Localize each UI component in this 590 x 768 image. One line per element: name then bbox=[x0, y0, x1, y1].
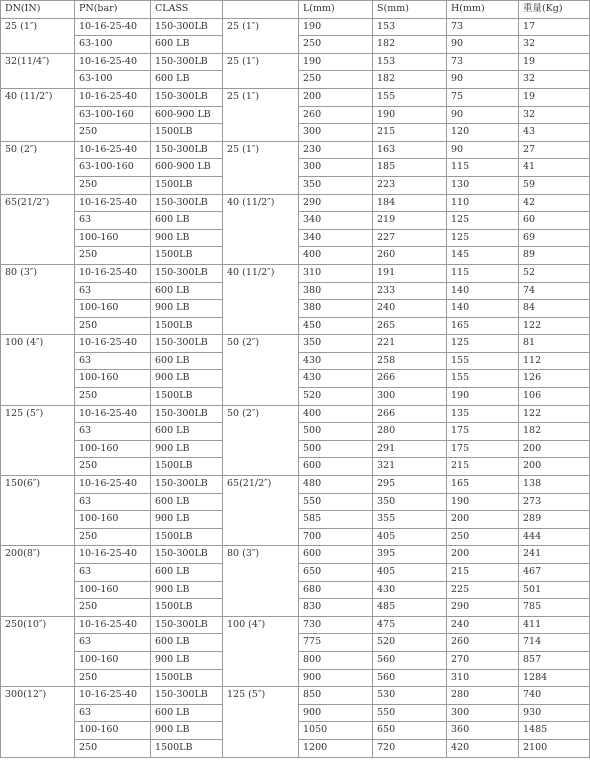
dn-cell: 32(11/4″) bbox=[1, 53, 75, 88]
s-cell: 258 bbox=[373, 352, 447, 370]
h-cell: 280 bbox=[447, 687, 519, 705]
table-row bbox=[1, 546, 590, 564]
weight-cell: 200 bbox=[519, 440, 590, 458]
s-cell: 215 bbox=[373, 124, 447, 142]
s-cell: 163 bbox=[373, 141, 447, 159]
weight-cell: 785 bbox=[519, 599, 590, 617]
s-cell: 260 bbox=[373, 247, 447, 265]
class-cell: 600-900 LB bbox=[151, 106, 223, 124]
l-cell: 260 bbox=[299, 106, 373, 124]
h-cell: 155 bbox=[447, 370, 519, 388]
dn-cell: 40 (11/2″) bbox=[1, 88, 75, 141]
l-cell: 550 bbox=[299, 493, 373, 511]
s-cell: 560 bbox=[373, 651, 447, 669]
pn-cell: 63 bbox=[75, 423, 151, 441]
table-row bbox=[1, 687, 590, 705]
weight-cell: 200 bbox=[519, 458, 590, 476]
pn-cell: 100-160 bbox=[75, 370, 151, 388]
l-cell: 380 bbox=[299, 300, 373, 318]
pn-cell: 10-16-25-40 bbox=[75, 405, 151, 423]
table-row bbox=[1, 194, 590, 212]
class-cell: 600 LB bbox=[151, 634, 223, 652]
weight-cell: 467 bbox=[519, 564, 590, 582]
reduced-dn-cell: 40 (11/2″) bbox=[223, 194, 299, 264]
h-cell: 90 bbox=[447, 141, 519, 159]
header-reduced bbox=[223, 1, 299, 19]
class-cell: 1500LB bbox=[151, 528, 223, 546]
weight-cell: 27 bbox=[519, 141, 590, 159]
table-row bbox=[1, 405, 590, 423]
weight-cell: 69 bbox=[519, 229, 590, 247]
pn-cell: 100-160 bbox=[75, 229, 151, 247]
h-cell: 310 bbox=[447, 669, 519, 687]
h-cell: 250 bbox=[447, 528, 519, 546]
pn-cell: 10-16-25-40 bbox=[75, 141, 151, 159]
pn-cell: 250 bbox=[75, 176, 151, 194]
class-cell: 150-300LB bbox=[151, 476, 223, 494]
class-cell: 900 LB bbox=[151, 651, 223, 669]
h-cell: 215 bbox=[447, 458, 519, 476]
s-cell: 221 bbox=[373, 335, 447, 353]
class-cell: 1500LB bbox=[151, 388, 223, 406]
weight-cell: 84 bbox=[519, 300, 590, 318]
h-cell: 125 bbox=[447, 229, 519, 247]
l-cell: 340 bbox=[299, 212, 373, 230]
h-cell: 90 bbox=[447, 106, 519, 124]
h-cell: 75 bbox=[447, 88, 519, 106]
class-cell: 150-300LB bbox=[151, 88, 223, 106]
class-cell: 600 LB bbox=[151, 71, 223, 89]
weight-cell: 857 bbox=[519, 651, 590, 669]
l-cell: 500 bbox=[299, 423, 373, 441]
l-cell: 310 bbox=[299, 264, 373, 282]
s-cell: 155 bbox=[373, 88, 447, 106]
l-cell: 190 bbox=[299, 18, 373, 36]
l-cell: 340 bbox=[299, 229, 373, 247]
s-cell: 223 bbox=[373, 176, 447, 194]
l-cell: 430 bbox=[299, 352, 373, 370]
pn-cell: 250 bbox=[75, 528, 151, 546]
h-cell: 290 bbox=[447, 599, 519, 617]
l-cell: 700 bbox=[299, 528, 373, 546]
pn-cell: 63-100-160 bbox=[75, 106, 151, 124]
h-cell: 225 bbox=[447, 581, 519, 599]
l-cell: 350 bbox=[299, 176, 373, 194]
pn-cell: 10-16-25-40 bbox=[75, 546, 151, 564]
h-cell: 120 bbox=[447, 124, 519, 142]
dn-cell: 150(6″) bbox=[1, 476, 75, 546]
pn-cell: 100-160 bbox=[75, 440, 151, 458]
s-cell: 266 bbox=[373, 405, 447, 423]
reduced-dn-cell: 25 (1″) bbox=[223, 18, 299, 53]
s-cell: 295 bbox=[373, 476, 447, 494]
pn-cell: 10-16-25-40 bbox=[75, 476, 151, 494]
l-cell: 400 bbox=[299, 247, 373, 265]
pn-cell: 63 bbox=[75, 282, 151, 300]
pn-cell: 10-16-25-40 bbox=[75, 88, 151, 106]
s-cell: 233 bbox=[373, 282, 447, 300]
class-cell: 150-300LB bbox=[151, 53, 223, 71]
class-cell: 1500LB bbox=[151, 458, 223, 476]
s-cell: 153 bbox=[373, 18, 447, 36]
s-cell: 240 bbox=[373, 300, 447, 318]
h-cell: 215 bbox=[447, 564, 519, 582]
weight-cell: 59 bbox=[519, 176, 590, 194]
pn-cell: 63 bbox=[75, 704, 151, 722]
header-weight: 重量(Kg) bbox=[519, 1, 590, 19]
class-cell: 600 LB bbox=[151, 564, 223, 582]
l-cell: 800 bbox=[299, 651, 373, 669]
s-cell: 650 bbox=[373, 722, 447, 740]
weight-cell: 74 bbox=[519, 282, 590, 300]
pn-cell: 10-16-25-40 bbox=[75, 687, 151, 705]
h-cell: 140 bbox=[447, 300, 519, 318]
s-cell: 560 bbox=[373, 669, 447, 687]
l-cell: 680 bbox=[299, 581, 373, 599]
l-cell: 450 bbox=[299, 317, 373, 335]
s-cell: 265 bbox=[373, 317, 447, 335]
pn-cell: 250 bbox=[75, 247, 151, 265]
class-cell: 600 LB bbox=[151, 352, 223, 370]
class-cell: 600-900 LB bbox=[151, 159, 223, 177]
s-cell: 291 bbox=[373, 440, 447, 458]
pn-cell: 250 bbox=[75, 388, 151, 406]
l-cell: 520 bbox=[299, 388, 373, 406]
table-row bbox=[1, 616, 590, 634]
weight-cell: 81 bbox=[519, 335, 590, 353]
dn-cell: 100 (4″) bbox=[1, 335, 75, 405]
l-cell: 600 bbox=[299, 546, 373, 564]
h-cell: 200 bbox=[447, 511, 519, 529]
class-cell: 150-300LB bbox=[151, 264, 223, 282]
s-cell: 321 bbox=[373, 458, 447, 476]
class-cell: 1500LB bbox=[151, 124, 223, 142]
dn-cell: 300(12″) bbox=[1, 687, 75, 757]
h-cell: 200 bbox=[447, 546, 519, 564]
l-cell: 290 bbox=[299, 194, 373, 212]
s-cell: 550 bbox=[373, 704, 447, 722]
weight-cell: 112 bbox=[519, 352, 590, 370]
l-cell: 250 bbox=[299, 36, 373, 54]
s-cell: 280 bbox=[373, 423, 447, 441]
table-row bbox=[1, 476, 590, 494]
class-cell: 900 LB bbox=[151, 300, 223, 318]
header-l: L(mm) bbox=[299, 1, 373, 19]
pn-cell: 10-16-25-40 bbox=[75, 616, 151, 634]
l-cell: 480 bbox=[299, 476, 373, 494]
class-cell: 150-300LB bbox=[151, 616, 223, 634]
h-cell: 145 bbox=[447, 247, 519, 265]
weight-cell: 43 bbox=[519, 124, 590, 142]
weight-cell: 1485 bbox=[519, 722, 590, 740]
table-row bbox=[1, 88, 590, 106]
h-cell: 125 bbox=[447, 335, 519, 353]
class-cell: 600 LB bbox=[151, 36, 223, 54]
table-body bbox=[1, 18, 590, 757]
weight-cell: 122 bbox=[519, 405, 590, 423]
pn-cell: 63-100 bbox=[75, 71, 151, 89]
s-cell: 190 bbox=[373, 106, 447, 124]
l-cell: 585 bbox=[299, 511, 373, 529]
class-cell: 1500LB bbox=[151, 739, 223, 757]
table-row bbox=[1, 264, 590, 282]
l-cell: 900 bbox=[299, 669, 373, 687]
header-class: CLASS bbox=[151, 1, 223, 19]
dn-cell: 250(10″) bbox=[1, 616, 75, 686]
header-pn: PN(bar) bbox=[75, 1, 151, 19]
weight-cell: 17 bbox=[519, 18, 590, 36]
dn-cell: 80 (3″) bbox=[1, 264, 75, 334]
h-cell: 300 bbox=[447, 704, 519, 722]
weight-cell: 182 bbox=[519, 423, 590, 441]
l-cell: 730 bbox=[299, 616, 373, 634]
class-cell: 1500LB bbox=[151, 247, 223, 265]
l-cell: 900 bbox=[299, 704, 373, 722]
l-cell: 650 bbox=[299, 564, 373, 582]
weight-cell: 740 bbox=[519, 687, 590, 705]
s-cell: 266 bbox=[373, 370, 447, 388]
weight-cell: 411 bbox=[519, 616, 590, 634]
h-cell: 130 bbox=[447, 176, 519, 194]
class-cell: 900 LB bbox=[151, 370, 223, 388]
class-cell: 1500LB bbox=[151, 669, 223, 687]
l-cell: 300 bbox=[299, 124, 373, 142]
l-cell: 200 bbox=[299, 88, 373, 106]
pn-cell: 250 bbox=[75, 458, 151, 476]
l-cell: 380 bbox=[299, 282, 373, 300]
pn-cell: 250 bbox=[75, 124, 151, 142]
s-cell: 184 bbox=[373, 194, 447, 212]
pn-cell: 100-160 bbox=[75, 581, 151, 599]
h-cell: 90 bbox=[447, 71, 519, 89]
pn-cell: 250 bbox=[75, 739, 151, 757]
pn-cell: 63 bbox=[75, 493, 151, 511]
s-cell: 185 bbox=[373, 159, 447, 177]
reduced-dn-cell: 50 (2″) bbox=[223, 405, 299, 475]
s-cell: 475 bbox=[373, 616, 447, 634]
pn-cell: 63 bbox=[75, 564, 151, 582]
l-cell: 500 bbox=[299, 440, 373, 458]
weight-cell: 241 bbox=[519, 546, 590, 564]
pn-cell: 10-16-25-40 bbox=[75, 18, 151, 36]
l-cell: 190 bbox=[299, 53, 373, 71]
class-cell: 900 LB bbox=[151, 581, 223, 599]
l-cell: 1050 bbox=[299, 722, 373, 740]
weight-cell: 89 bbox=[519, 247, 590, 265]
weight-cell: 126 bbox=[519, 370, 590, 388]
class-cell: 150-300LB bbox=[151, 335, 223, 353]
h-cell: 175 bbox=[447, 423, 519, 441]
weight-cell: 289 bbox=[519, 511, 590, 529]
weight-cell: 19 bbox=[519, 88, 590, 106]
pn-cell: 10-16-25-40 bbox=[75, 53, 151, 71]
pn-cell: 10-16-25-40 bbox=[75, 264, 151, 282]
h-cell: 125 bbox=[447, 212, 519, 230]
reduced-dn-cell: 80 (3″) bbox=[223, 546, 299, 616]
weight-cell: 138 bbox=[519, 476, 590, 494]
weight-cell: 19 bbox=[519, 53, 590, 71]
weight-cell: 444 bbox=[519, 528, 590, 546]
weight-cell: 32 bbox=[519, 71, 590, 89]
h-cell: 360 bbox=[447, 722, 519, 740]
s-cell: 720 bbox=[373, 739, 447, 757]
header-row bbox=[1, 1, 590, 19]
l-cell: 430 bbox=[299, 370, 373, 388]
class-cell: 150-300LB bbox=[151, 687, 223, 705]
h-cell: 115 bbox=[447, 264, 519, 282]
header-s: S(mm) bbox=[373, 1, 447, 19]
weight-cell: 60 bbox=[519, 212, 590, 230]
s-cell: 430 bbox=[373, 581, 447, 599]
h-cell: 140 bbox=[447, 282, 519, 300]
pn-cell: 63 bbox=[75, 212, 151, 230]
h-cell: 115 bbox=[447, 159, 519, 177]
header-dn: DN(IN) bbox=[1, 1, 75, 19]
s-cell: 405 bbox=[373, 528, 447, 546]
dn-cell: 125 (5″) bbox=[1, 405, 75, 475]
l-cell: 775 bbox=[299, 634, 373, 652]
weight-cell: 273 bbox=[519, 493, 590, 511]
weight-cell: 41 bbox=[519, 159, 590, 177]
reduced-dn-cell: 50 (2″) bbox=[223, 335, 299, 405]
reduced-dn-cell: 125 (5″) bbox=[223, 687, 299, 757]
h-cell: 165 bbox=[447, 476, 519, 494]
l-cell: 830 bbox=[299, 599, 373, 617]
pn-cell: 63 bbox=[75, 634, 151, 652]
h-cell: 73 bbox=[447, 53, 519, 71]
class-cell: 600 LB bbox=[151, 423, 223, 441]
s-cell: 350 bbox=[373, 493, 447, 511]
h-cell: 260 bbox=[447, 634, 519, 652]
weight-cell: 930 bbox=[519, 704, 590, 722]
reduced-dn-cell: 40 (11/2″) bbox=[223, 264, 299, 334]
table-row bbox=[1, 335, 590, 353]
s-cell: 530 bbox=[373, 687, 447, 705]
h-cell: 73 bbox=[447, 18, 519, 36]
header-h: H(mm) bbox=[447, 1, 519, 19]
class-cell: 900 LB bbox=[151, 440, 223, 458]
s-cell: 395 bbox=[373, 546, 447, 564]
h-cell: 90 bbox=[447, 36, 519, 54]
class-cell: 150-300LB bbox=[151, 194, 223, 212]
class-cell: 150-300LB bbox=[151, 546, 223, 564]
dn-cell: 200(8″) bbox=[1, 546, 75, 616]
dn-cell: 25 (1″) bbox=[1, 18, 75, 53]
l-cell: 250 bbox=[299, 71, 373, 89]
s-cell: 153 bbox=[373, 53, 447, 71]
l-cell: 400 bbox=[299, 405, 373, 423]
h-cell: 270 bbox=[447, 651, 519, 669]
reduced-dn-cell: 25 (1″) bbox=[223, 53, 299, 88]
h-cell: 420 bbox=[447, 739, 519, 757]
reduced-dn-cell: 25 (1″) bbox=[223, 141, 299, 194]
class-cell: 1500LB bbox=[151, 176, 223, 194]
l-cell: 350 bbox=[299, 335, 373, 353]
class-cell: 600 LB bbox=[151, 282, 223, 300]
class-cell: 900 LB bbox=[151, 229, 223, 247]
class-cell: 600 LB bbox=[151, 212, 223, 230]
dn-cell: 65(21/2″) bbox=[1, 194, 75, 264]
pn-cell: 10-16-25-40 bbox=[75, 194, 151, 212]
class-cell: 150-300LB bbox=[151, 18, 223, 36]
class-cell: 1500LB bbox=[151, 599, 223, 617]
table-row bbox=[1, 141, 590, 159]
h-cell: 155 bbox=[447, 352, 519, 370]
s-cell: 227 bbox=[373, 229, 447, 247]
pn-cell: 10-16-25-40 bbox=[75, 335, 151, 353]
pn-cell: 100-160 bbox=[75, 300, 151, 318]
pn-cell: 100-160 bbox=[75, 651, 151, 669]
class-cell: 600 LB bbox=[151, 704, 223, 722]
weight-cell: 52 bbox=[519, 264, 590, 282]
weight-cell: 42 bbox=[519, 194, 590, 212]
table-row bbox=[1, 18, 590, 36]
l-cell: 1200 bbox=[299, 739, 373, 757]
weight-cell: 1284 bbox=[519, 669, 590, 687]
s-cell: 182 bbox=[373, 36, 447, 54]
h-cell: 135 bbox=[447, 405, 519, 423]
s-cell: 355 bbox=[373, 511, 447, 529]
weight-cell: 32 bbox=[519, 106, 590, 124]
h-cell: 190 bbox=[447, 388, 519, 406]
pn-cell: 250 bbox=[75, 669, 151, 687]
h-cell: 175 bbox=[447, 440, 519, 458]
weight-cell: 32 bbox=[519, 36, 590, 54]
weight-cell: 106 bbox=[519, 388, 590, 406]
l-cell: 600 bbox=[299, 458, 373, 476]
h-cell: 165 bbox=[447, 317, 519, 335]
s-cell: 485 bbox=[373, 599, 447, 617]
pn-cell: 63 bbox=[75, 352, 151, 370]
table-row bbox=[1, 53, 590, 71]
s-cell: 405 bbox=[373, 564, 447, 582]
l-cell: 230 bbox=[299, 141, 373, 159]
weight-cell: 2100 bbox=[519, 739, 590, 757]
reduced-dn-cell: 65(21/2″) bbox=[223, 476, 299, 546]
pn-cell: 63-100-160 bbox=[75, 159, 151, 177]
pn-cell: 250 bbox=[75, 317, 151, 335]
class-cell: 900 LB bbox=[151, 511, 223, 529]
pn-cell: 100-160 bbox=[75, 511, 151, 529]
h-cell: 190 bbox=[447, 493, 519, 511]
h-cell: 240 bbox=[447, 616, 519, 634]
class-cell: 150-300LB bbox=[151, 405, 223, 423]
class-cell: 600 LB bbox=[151, 493, 223, 511]
s-cell: 520 bbox=[373, 634, 447, 652]
class-cell: 1500LB bbox=[151, 317, 223, 335]
weight-cell: 501 bbox=[519, 581, 590, 599]
reduced-dn-cell: 100 (4″) bbox=[223, 616, 299, 686]
dn-cell: 50 (2″) bbox=[1, 141, 75, 194]
class-cell: 900 LB bbox=[151, 722, 223, 740]
weight-cell: 122 bbox=[519, 317, 590, 335]
s-cell: 300 bbox=[373, 388, 447, 406]
h-cell: 110 bbox=[447, 194, 519, 212]
s-cell: 182 bbox=[373, 71, 447, 89]
pn-cell: 63-100 bbox=[75, 36, 151, 54]
reduced-dn-cell: 25 (1″) bbox=[223, 88, 299, 141]
pn-cell: 250 bbox=[75, 599, 151, 617]
l-cell: 300 bbox=[299, 159, 373, 177]
pn-cell: 100-160 bbox=[75, 722, 151, 740]
l-cell: 850 bbox=[299, 687, 373, 705]
class-cell: 150-300LB bbox=[151, 141, 223, 159]
weight-cell: 714 bbox=[519, 634, 590, 652]
s-cell: 219 bbox=[373, 212, 447, 230]
s-cell: 191 bbox=[373, 264, 447, 282]
